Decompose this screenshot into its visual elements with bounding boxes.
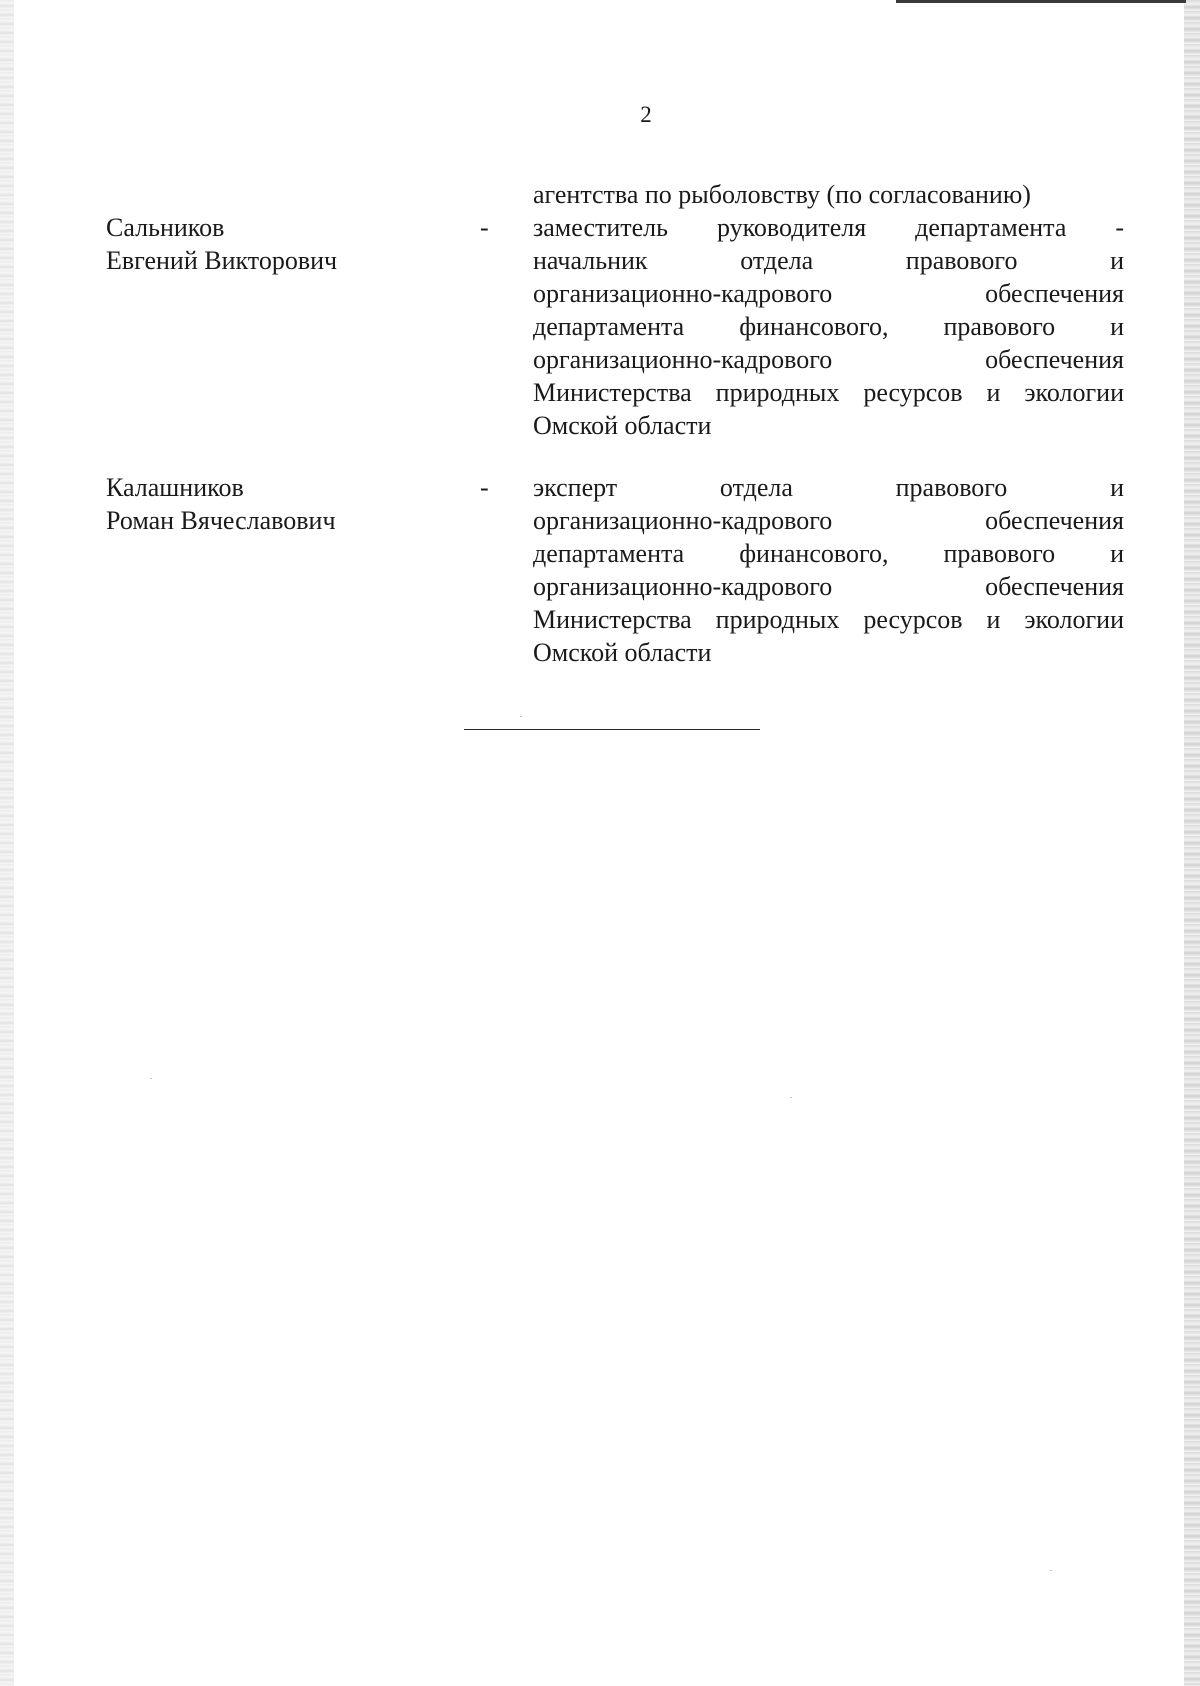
role-word: ресурсов bbox=[863, 378, 963, 407]
role-word: финансового, bbox=[739, 312, 889, 341]
role-word: обеспечения bbox=[985, 345, 1124, 374]
role-line bbox=[533, 570, 1124, 603]
role-word: отдела bbox=[719, 473, 793, 502]
role-line bbox=[533, 471, 1124, 504]
role-line bbox=[533, 244, 1124, 277]
role-word: финансового, bbox=[739, 539, 889, 568]
role-word: и bbox=[1110, 312, 1124, 341]
continuation-text bbox=[533, 178, 1124, 211]
role-word: экологии bbox=[1024, 378, 1124, 407]
role-word: обеспечения bbox=[985, 506, 1124, 535]
role-word: природных bbox=[715, 378, 840, 407]
role-word: ресурсов bbox=[863, 605, 963, 634]
role-word: организационно-кадрового bbox=[533, 279, 833, 308]
end-of-list-rule bbox=[464, 729, 760, 730]
role-line bbox=[533, 211, 1124, 244]
role-line bbox=[533, 277, 1124, 310]
role-line bbox=[533, 537, 1124, 570]
role-word: руководителя bbox=[716, 213, 867, 242]
role-word: Омской области bbox=[533, 411, 712, 440]
page-number: 2 bbox=[640, 102, 652, 127]
role-line bbox=[533, 504, 1124, 537]
scan-speck bbox=[790, 1097, 792, 1098]
role-word: правового bbox=[905, 246, 1018, 275]
scan-edge-top bbox=[896, 0, 1186, 3]
member-role bbox=[533, 211, 1124, 442]
role-word: обеспечения bbox=[985, 279, 1124, 308]
role-line bbox=[533, 603, 1124, 636]
role-word: эксперт bbox=[533, 473, 618, 502]
role-word: правового bbox=[895, 473, 1008, 502]
scan-edge-left bbox=[0, 0, 14, 1686]
member-surname: Сальников bbox=[106, 213, 225, 242]
role-line bbox=[533, 636, 1124, 669]
role-word: организационно-кадрового bbox=[533, 572, 833, 601]
scan-speck bbox=[150, 1078, 152, 1079]
role-line bbox=[533, 409, 1124, 442]
role-word: отдела bbox=[740, 246, 814, 275]
role-word: департамента bbox=[533, 539, 685, 568]
role-word: - bbox=[1115, 213, 1124, 242]
role-word: и bbox=[1110, 473, 1124, 502]
role-word: и bbox=[986, 378, 1001, 407]
role-word: заместитель bbox=[533, 213, 669, 242]
role-word: природных bbox=[715, 605, 840, 634]
role-word: начальник bbox=[533, 246, 648, 275]
member-name bbox=[106, 211, 436, 277]
role-line bbox=[533, 178, 1124, 211]
member-given-names: Роман Вячеславович bbox=[106, 506, 336, 535]
role-word: и bbox=[986, 605, 1001, 634]
role-word: департамента bbox=[915, 213, 1067, 242]
role-word: организационно-кадрового bbox=[533, 345, 833, 374]
role-word: организационно-кадрового bbox=[533, 506, 833, 535]
entry-dash: - bbox=[480, 213, 489, 242]
scan-speck bbox=[1050, 1570, 1052, 1571]
scan-edge-right bbox=[1184, 0, 1200, 1686]
role-word: департамента bbox=[533, 312, 685, 341]
entry-dash: - bbox=[480, 473, 489, 502]
role-line bbox=[533, 376, 1124, 409]
role-line bbox=[533, 343, 1124, 376]
role-word: правового bbox=[943, 539, 1056, 568]
role-word: и bbox=[1110, 539, 1124, 568]
role-line bbox=[533, 310, 1124, 343]
role-word: агентства по рыболовству (по согласованию) bbox=[533, 180, 1031, 209]
role-word: обеспечения bbox=[985, 572, 1124, 601]
role-word: правового bbox=[943, 312, 1056, 341]
role-word: экологии bbox=[1024, 605, 1124, 634]
member-given-names: Евгений Викторович bbox=[106, 246, 338, 275]
scan-speck bbox=[520, 716, 522, 717]
role-word: Министерства bbox=[533, 378, 692, 407]
member-surname: Калашников bbox=[106, 473, 244, 502]
member-name bbox=[106, 471, 436, 537]
member-role bbox=[533, 471, 1124, 669]
role-word: Министерства bbox=[533, 605, 692, 634]
role-word: и bbox=[1110, 246, 1124, 275]
role-word: Омской области bbox=[533, 638, 712, 667]
